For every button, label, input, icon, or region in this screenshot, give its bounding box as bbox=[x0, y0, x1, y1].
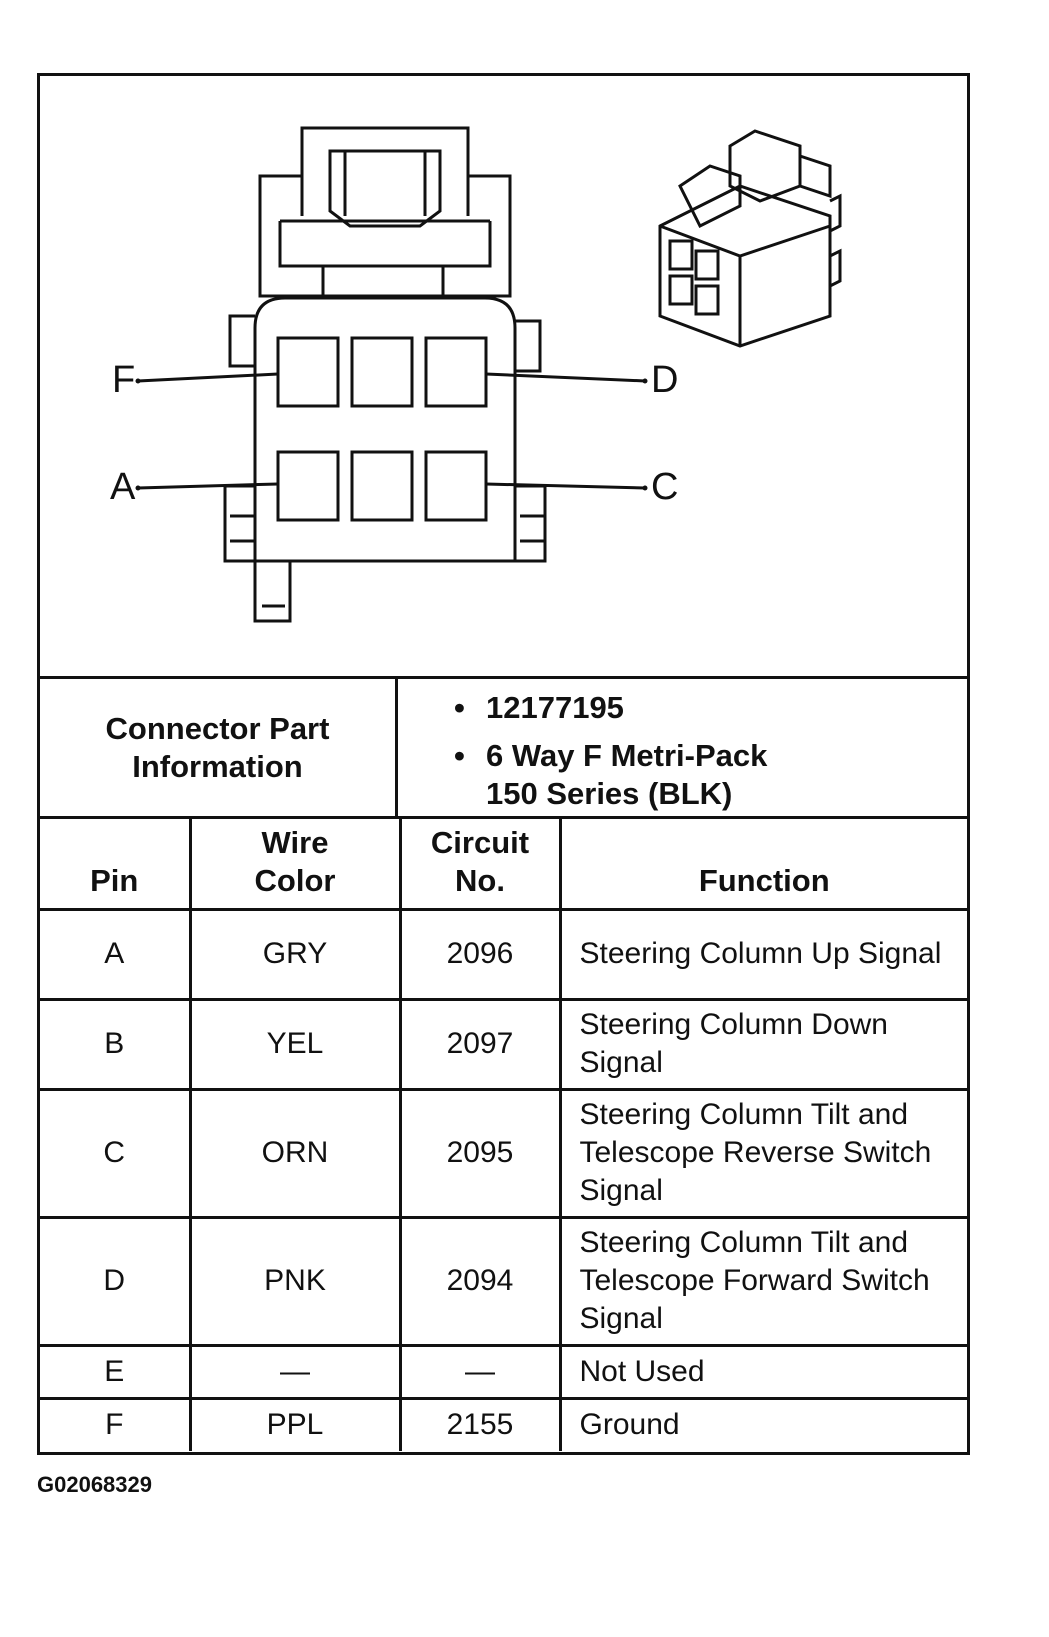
header-function: Function bbox=[560, 819, 967, 909]
connector-diagram bbox=[40, 76, 967, 679]
figure-id: G02068329 bbox=[37, 1472, 152, 1497]
table-row bbox=[40, 1345, 967, 1398]
function-cell: Ground bbox=[560, 1398, 967, 1451]
circuit-cell: 2096 bbox=[400, 909, 560, 999]
pin-label-D: D bbox=[651, 359, 679, 401]
circuit-cell: — bbox=[400, 1345, 560, 1398]
circuit-cell: 2097 bbox=[400, 999, 560, 1089]
pin-table-header bbox=[40, 819, 967, 909]
table-row bbox=[40, 909, 967, 999]
function-cell: Steering Column Tilt and Telescope Reverse Switch Signal bbox=[560, 1089, 967, 1217]
pin-table bbox=[40, 819, 967, 1451]
pin-label-A: A bbox=[110, 466, 136, 508]
connector-info-item: • 12177195 bbox=[454, 689, 967, 727]
function-cell: Steering Column Up Signal bbox=[560, 909, 967, 999]
connector-info-label-cell bbox=[40, 679, 398, 816]
pin-cell: E bbox=[40, 1345, 190, 1398]
pin-cell: B bbox=[40, 999, 190, 1089]
connector-info-values-cell bbox=[398, 679, 967, 816]
connector-info-item: • 6 Way F Metri-Pack 150 Series (BLK) bbox=[454, 737, 967, 813]
pin-label-C: C bbox=[651, 466, 679, 508]
connector-info-label: Connector Part Information bbox=[105, 710, 330, 784]
pin-cell: D bbox=[40, 1217, 190, 1345]
wire-color-cell: — bbox=[190, 1345, 400, 1398]
function-cell: Steering Column Down Signal bbox=[560, 999, 967, 1089]
wire-color-cell: PNK bbox=[190, 1217, 400, 1345]
circuit-cell: 2155 bbox=[400, 1398, 560, 1451]
wire-color-cell: YEL bbox=[190, 999, 400, 1089]
pin-label-F: F bbox=[112, 359, 136, 401]
table-row bbox=[40, 1217, 967, 1345]
table-row bbox=[40, 1398, 967, 1451]
connector-face-drawing bbox=[40, 76, 967, 676]
table-row bbox=[40, 1089, 967, 1217]
header-wire-color: Wire Color bbox=[190, 819, 400, 909]
header-pin: Pin bbox=[40, 819, 190, 909]
function-cell: Not Used bbox=[560, 1345, 967, 1398]
circuit-cell: 2095 bbox=[400, 1089, 560, 1217]
header-circuit-no: Circuit No. bbox=[400, 819, 560, 909]
connector-figure-frame bbox=[37, 73, 970, 1455]
pin-cell: C bbox=[40, 1089, 190, 1217]
connector-part-info bbox=[40, 679, 967, 819]
pin-cell: A bbox=[40, 909, 190, 999]
pin-cell: F bbox=[40, 1398, 190, 1451]
wire-color-cell: PPL bbox=[190, 1398, 400, 1451]
wire-color-cell: GRY bbox=[190, 909, 400, 999]
circuit-cell: 2094 bbox=[400, 1217, 560, 1345]
function-cell: Steering Column Tilt and Telescope Forward Switch Signal bbox=[560, 1217, 967, 1345]
wire-color-cell: ORN bbox=[190, 1089, 400, 1217]
table-row bbox=[40, 999, 967, 1089]
